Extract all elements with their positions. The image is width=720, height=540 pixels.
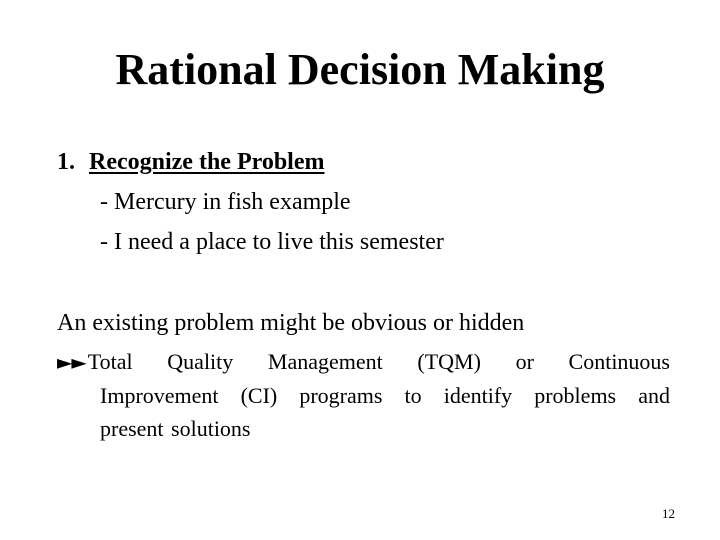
bullet-word: (CI) (240, 383, 278, 408)
bullet-word: identify (443, 383, 513, 408)
step-number: 1. (57, 149, 75, 175)
step-heading: Recognize the Problem (89, 149, 325, 175)
bullet-word: to (404, 383, 422, 408)
bullet-word: Quality (167, 349, 234, 374)
bullet-word: problems (534, 383, 617, 408)
bullet-paragraph (57, 345, 670, 445)
bullet-word: (TQM) (417, 349, 481, 374)
bullet-word: Management (267, 349, 383, 374)
bullet-line-3 (100, 412, 670, 445)
bullet-line-2 (100, 379, 670, 412)
bullet-word: and (638, 383, 670, 408)
bullet-word: ►►Total (57, 349, 133, 374)
page-number: 12 (662, 506, 675, 521)
bullet-word: solutions (171, 416, 251, 441)
bullet-word: present (100, 416, 164, 441)
bullet-line-1 (57, 345, 670, 379)
bullet-word: programs (299, 383, 383, 408)
step-item (57, 146, 325, 178)
bullet-word: or (515, 349, 534, 374)
double-arrow-icon: ►► (57, 350, 86, 374)
bullet-word: Continuous (568, 349, 670, 374)
slide-title: Rational Decision Making (115, 45, 605, 94)
problem-statement: An existing problem might be obvious or hidden (57, 310, 525, 336)
sub-item-mercury: - Mercury in fish example (100, 189, 351, 215)
sub-item-housing: - I need a place to live this semester (100, 229, 444, 255)
bullet-word: Improvement (100, 383, 219, 408)
